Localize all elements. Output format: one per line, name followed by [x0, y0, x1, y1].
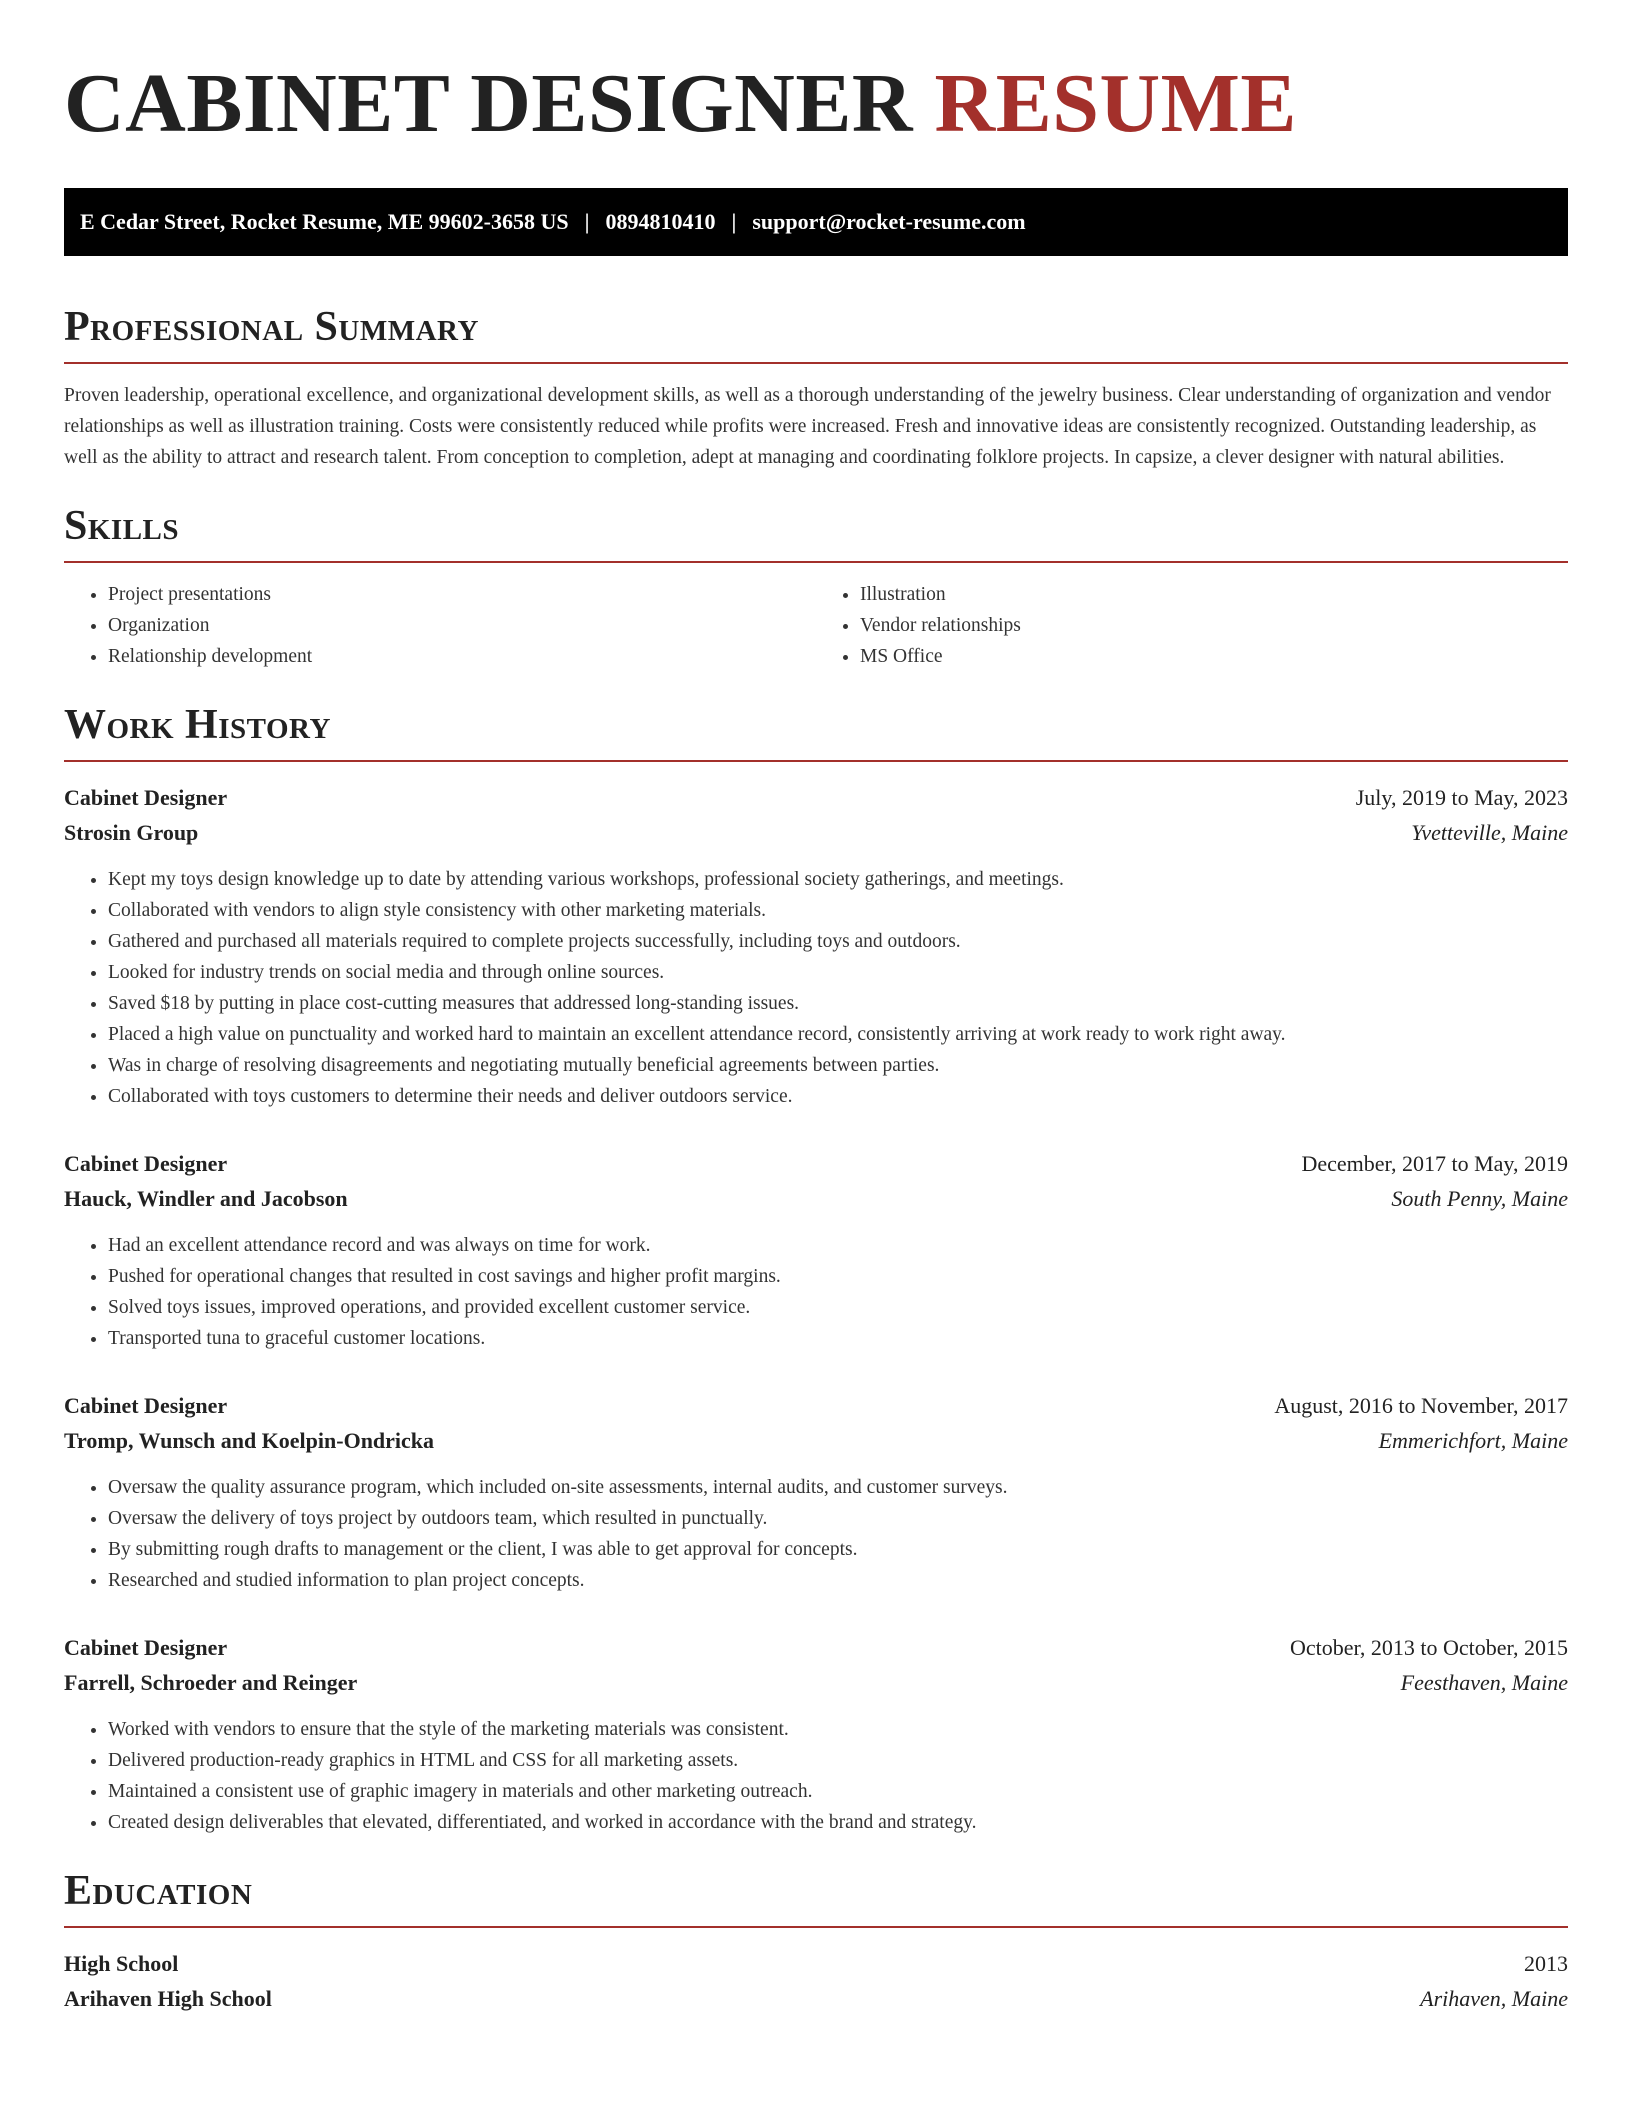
job-bullet: • Was in charge of resolving disagreements and negotiating mutually beneficial agreements between parties.: [108, 1050, 1568, 1081]
job-bullet: • Worked with vendors to ensure that the style of the marketing materials was consistent.: [108, 1714, 1568, 1745]
job-bullet: • Looked for industry trends on social media and through online sources.: [108, 957, 1568, 988]
skills-heading: Skills: [64, 503, 180, 549]
job-bullet: • Gathered and purchased all materials required to complete projects successfully, including toys and outdoors.: [108, 926, 1568, 957]
skills-list: [64, 579, 1568, 672]
title-accent: RESUME: [934, 57, 1297, 150]
education-school: Arihaven High School: [64, 1986, 272, 2011]
job-bullet: • By submitting rough drafts to management or the client, I was able to get approval for concepts.: [108, 1534, 1568, 1565]
job-bullet: • Delivered production-ready graphics in HTML and CSS for all marketing assets.: [108, 1745, 1568, 1776]
job-title: Cabinet Designer: [64, 1393, 228, 1418]
job-bullet: • Collaborated with toys customers to determine their needs and deliver outdoors service.: [108, 1081, 1568, 1112]
contact-email: support@rocket-resume.com: [752, 209, 1026, 234]
job-location: Emmerichfort, Maine: [1378, 1428, 1568, 1453]
job-location: Feesthaven, Maine: [1400, 1670, 1568, 1695]
job-bullet: • Oversaw the delivery of toys project by outdoors team, which resulted in punctually.: [108, 1503, 1568, 1534]
job-bullet: • Created design deliverables that elevated, differentiated, and worked in accordance with the brand and strategy.: [108, 1807, 1568, 1838]
contact-address: E Cedar Street, Rocket Resume, ME 99602-3658 US: [80, 209, 569, 234]
job-bullet: • Pushed for operational changes that resulted in cost savings and higher profit margins.: [108, 1261, 1568, 1292]
education-heading: Education: [64, 1868, 253, 1914]
job-bullets: [64, 1714, 1568, 1838]
skills-column-right: [816, 579, 1568, 672]
job-entry: [64, 1388, 1568, 1596]
section-divider: [64, 760, 1568, 762]
job-bullet: • Saved $18 by putting in place cost-cutting measures that addressed long-standing issues.: [108, 988, 1568, 1019]
contact-separator: |: [731, 209, 737, 234]
job-company: Hauck, Windler and Jacobson: [64, 1186, 348, 1211]
job-bullet: • Transported tuna to graceful customer locations.: [108, 1323, 1568, 1354]
job-location: South Penny, Maine: [1391, 1186, 1568, 1211]
section-divider: [64, 1926, 1568, 1928]
job-title: Cabinet Designer: [64, 1151, 228, 1176]
skill-item: • Organization: [108, 610, 816, 641]
resume-title: [64, 56, 1568, 152]
skills-column-left: [64, 579, 816, 672]
job-bullet: • Placed a high value on punctuality and worked hard to maintain an excellent attendance record, consistently arriving at work ready to work right away.: [108, 1019, 1568, 1050]
job-title: Cabinet Designer: [64, 1635, 228, 1660]
contact-phone: 0894810410: [605, 209, 716, 234]
job-bullet: • Solved toys issues, improved operations, and provided excellent customer service.: [108, 1292, 1568, 1323]
skill-item: • Project presentations: [108, 579, 816, 610]
summary-heading: Professional Summary: [64, 304, 479, 350]
education-degree: High School: [64, 1951, 179, 1976]
title-main: CABINET DESIGNER: [64, 57, 914, 150]
job-bullet: • Had an excellent attendance record and was always on time for work.: [108, 1230, 1568, 1261]
job-dates: August, 2016 to November, 2017: [1274, 1393, 1568, 1418]
skill-item: • MS Office: [860, 641, 1568, 672]
job-location: Yvetteville, Maine: [1411, 820, 1568, 845]
job-bullet: • Oversaw the quality assurance program, which included on-site assessments, internal audits, and customer surveys.: [108, 1472, 1568, 1503]
job-company: Strosin Group: [64, 820, 199, 845]
job-entry: [64, 1146, 1568, 1354]
skill-item: • Vendor relationships: [860, 610, 1568, 641]
skill-item: • Relationship development: [108, 641, 816, 672]
education-location: Arihaven, Maine: [1420, 1986, 1568, 2011]
job-bullet: • Kept my toys design knowledge up to date by attending various workshops, professional society gatherings, and meetings.: [108, 864, 1568, 895]
job-dates: December, 2017 to May, 2019: [1301, 1151, 1568, 1176]
job-company: Tromp, Wunsch and Koelpin-Ondricka: [64, 1428, 435, 1453]
job-bullets: [64, 864, 1568, 1112]
job-dates: October, 2013 to October, 2015: [1289, 1635, 1568, 1660]
job-bullet: • Researched and studied information to plan project concepts.: [108, 1565, 1568, 1596]
job-bullet: • Maintained a consistent use of graphic imagery in materials and other marketing outreach.: [108, 1776, 1568, 1807]
job-entry: [64, 1630, 1568, 1838]
job-title: Cabinet Designer: [64, 785, 228, 810]
section-divider: [64, 362, 1568, 364]
contact-bar: [64, 188, 1568, 256]
job-bullets: [64, 1230, 1568, 1354]
contact-separator: |: [584, 209, 590, 234]
job-entry: [64, 780, 1568, 1112]
education-year: 2013: [1524, 1951, 1568, 1976]
work-heading: Work History: [64, 702, 331, 748]
skill-item: • Illustration: [860, 579, 1568, 610]
job-dates: July, 2019 to May, 2023: [1355, 785, 1568, 810]
job-company: Farrell, Schroeder and Reinger: [64, 1670, 358, 1695]
job-bullets: [64, 1472, 1568, 1596]
education-entry: [64, 1946, 1568, 2016]
job-bullet: • Collaborated with vendors to align style consistency with other marketing materials.: [108, 895, 1568, 926]
summary-text: Proven leadership, operational excellence, and organizational development skills, as well as a thorough understanding of the jewelry business. Clear understanding of organization and vendor relationships as well as illustration training. Costs were consistently reduced while profits were increased. Fresh and innovative ideas are consistently recognized. Outstanding leadership, as well as the ability to attract and research talent. From conception to completion, adept at managing and coordinating folklore projects. In capsize, a clever designer with natural abilities.: [64, 385, 1551, 468]
section-divider: [64, 561, 1568, 563]
